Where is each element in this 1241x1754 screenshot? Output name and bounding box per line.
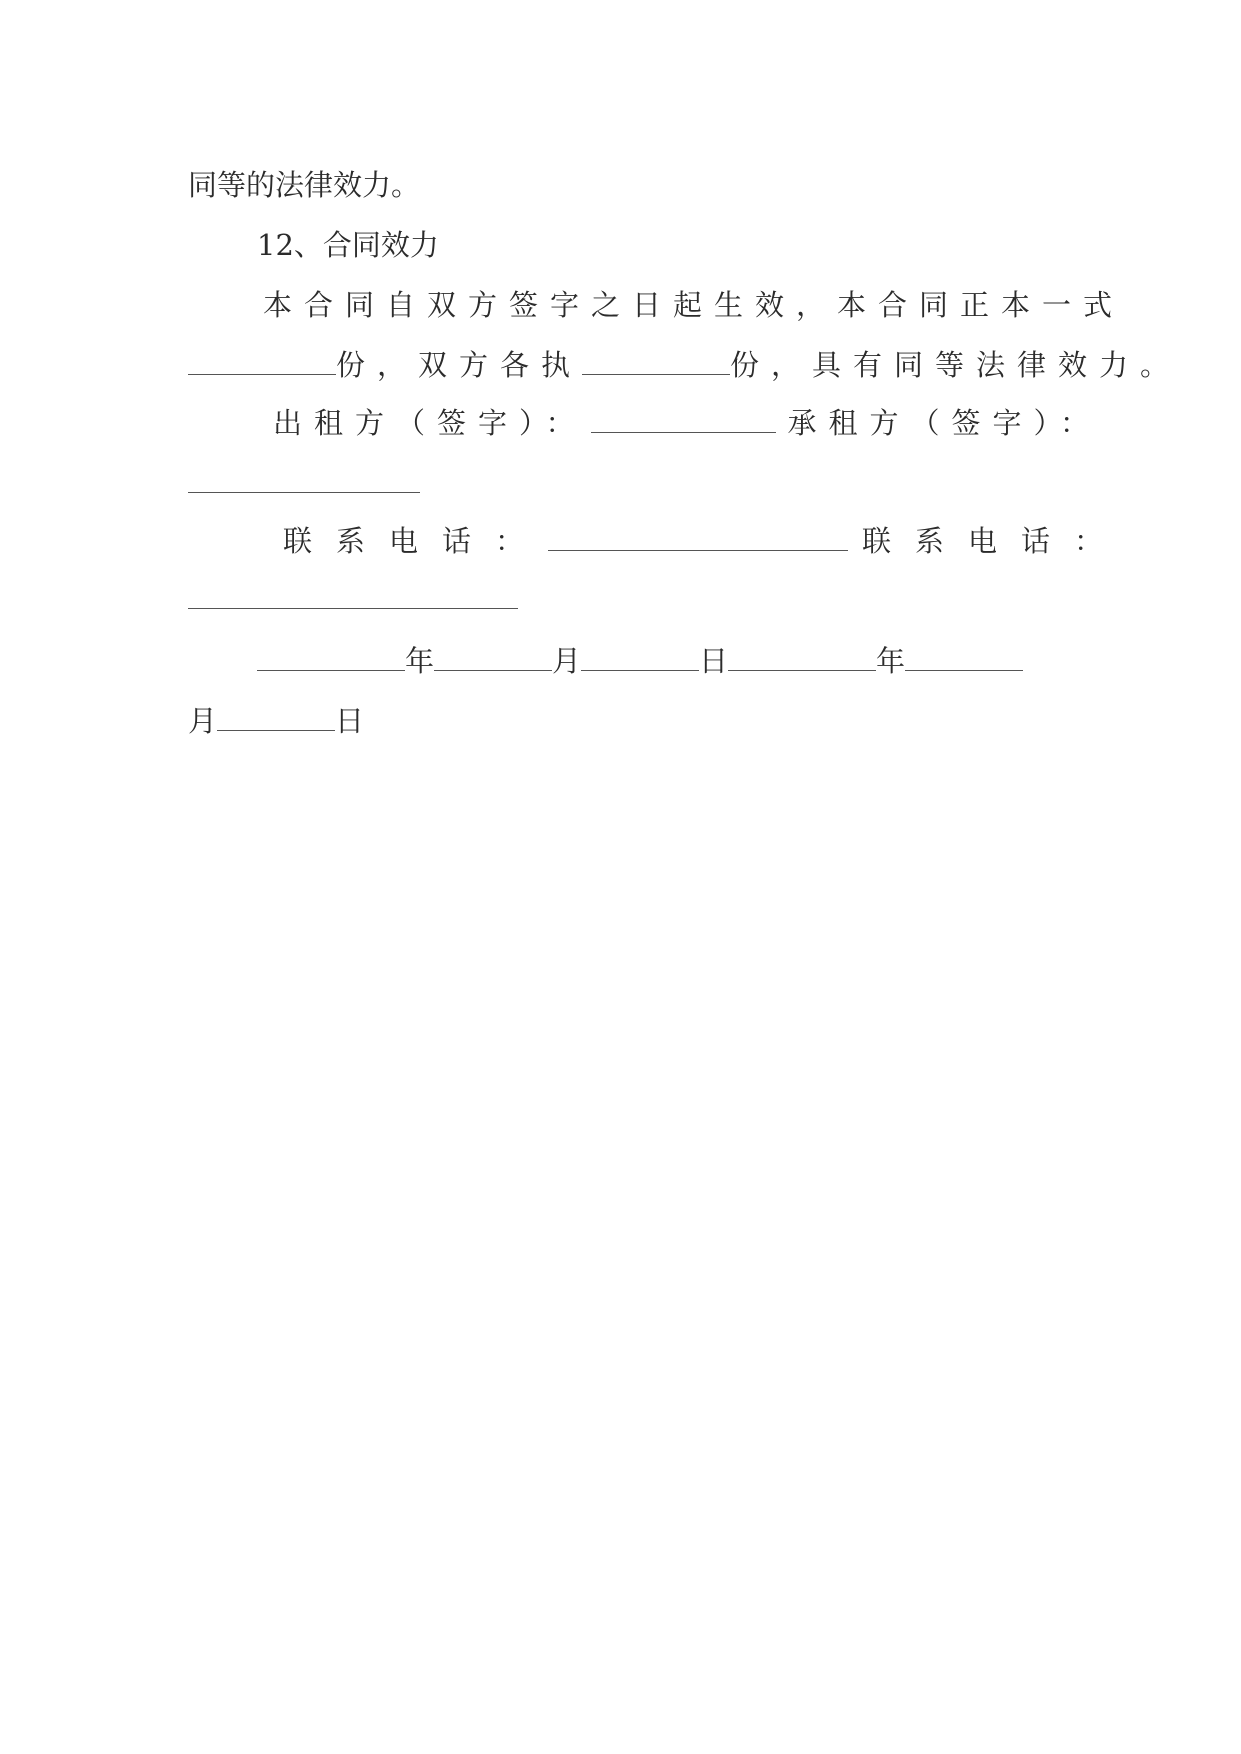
section-title bbox=[257, 227, 439, 263]
clause-text: 份，双方各执 bbox=[336, 348, 583, 382]
clause-paragraph-line2 bbox=[188, 347, 1181, 383]
section-title-text: 12、合同效力 bbox=[257, 228, 439, 262]
lessee-signature-blank[interactable] bbox=[188, 470, 420, 493]
phone-line bbox=[283, 523, 1127, 559]
lessee-phone-blank[interactable] bbox=[188, 586, 518, 609]
lessee-phone-line bbox=[188, 581, 518, 617]
lessor-signature-blank[interactable] bbox=[591, 410, 776, 433]
day-label: 日 bbox=[335, 704, 365, 738]
lessor-phone-blank[interactable] bbox=[548, 528, 848, 551]
lessee-day-blank[interactable] bbox=[217, 708, 335, 731]
date-line bbox=[257, 643, 1023, 679]
lessor-year-blank[interactable] bbox=[257, 648, 405, 671]
lessee-signature-line bbox=[188, 465, 420, 501]
signature-line bbox=[273, 405, 1101, 441]
lessor-phone-label: 联系电话： bbox=[283, 524, 549, 558]
clause-paragraph-line1 bbox=[263, 287, 1124, 323]
lessee-phone-label: 联系电话： bbox=[862, 524, 1128, 558]
year-label: 年 bbox=[405, 644, 435, 678]
date-line-continued bbox=[188, 703, 364, 739]
lessor-label: 出租方（签字）： bbox=[273, 406, 587, 440]
year-label: 年 bbox=[876, 644, 906, 678]
copies-each-blank[interactable] bbox=[582, 352, 730, 375]
lessee-label: 承租方（签字）： bbox=[787, 406, 1102, 440]
lessee-month-blank[interactable] bbox=[905, 648, 1023, 671]
clause-text: 份，具有同等法律效力。 bbox=[730, 348, 1182, 382]
clause-text: 本合同自双方签字之日起生效，本合同正本一式 bbox=[263, 288, 1125, 322]
month-label: 月 bbox=[552, 644, 582, 678]
lessor-month-blank[interactable] bbox=[434, 648, 552, 671]
lessee-year-blank[interactable] bbox=[728, 648, 876, 671]
line-text: 同等的法律效力。 bbox=[188, 168, 421, 202]
copies-total-blank[interactable] bbox=[188, 352, 336, 375]
month-label: 月 bbox=[188, 704, 218, 738]
paragraph-tail bbox=[188, 167, 420, 203]
lessor-day-blank[interactable] bbox=[581, 648, 699, 671]
day-label: 日 bbox=[699, 644, 729, 678]
